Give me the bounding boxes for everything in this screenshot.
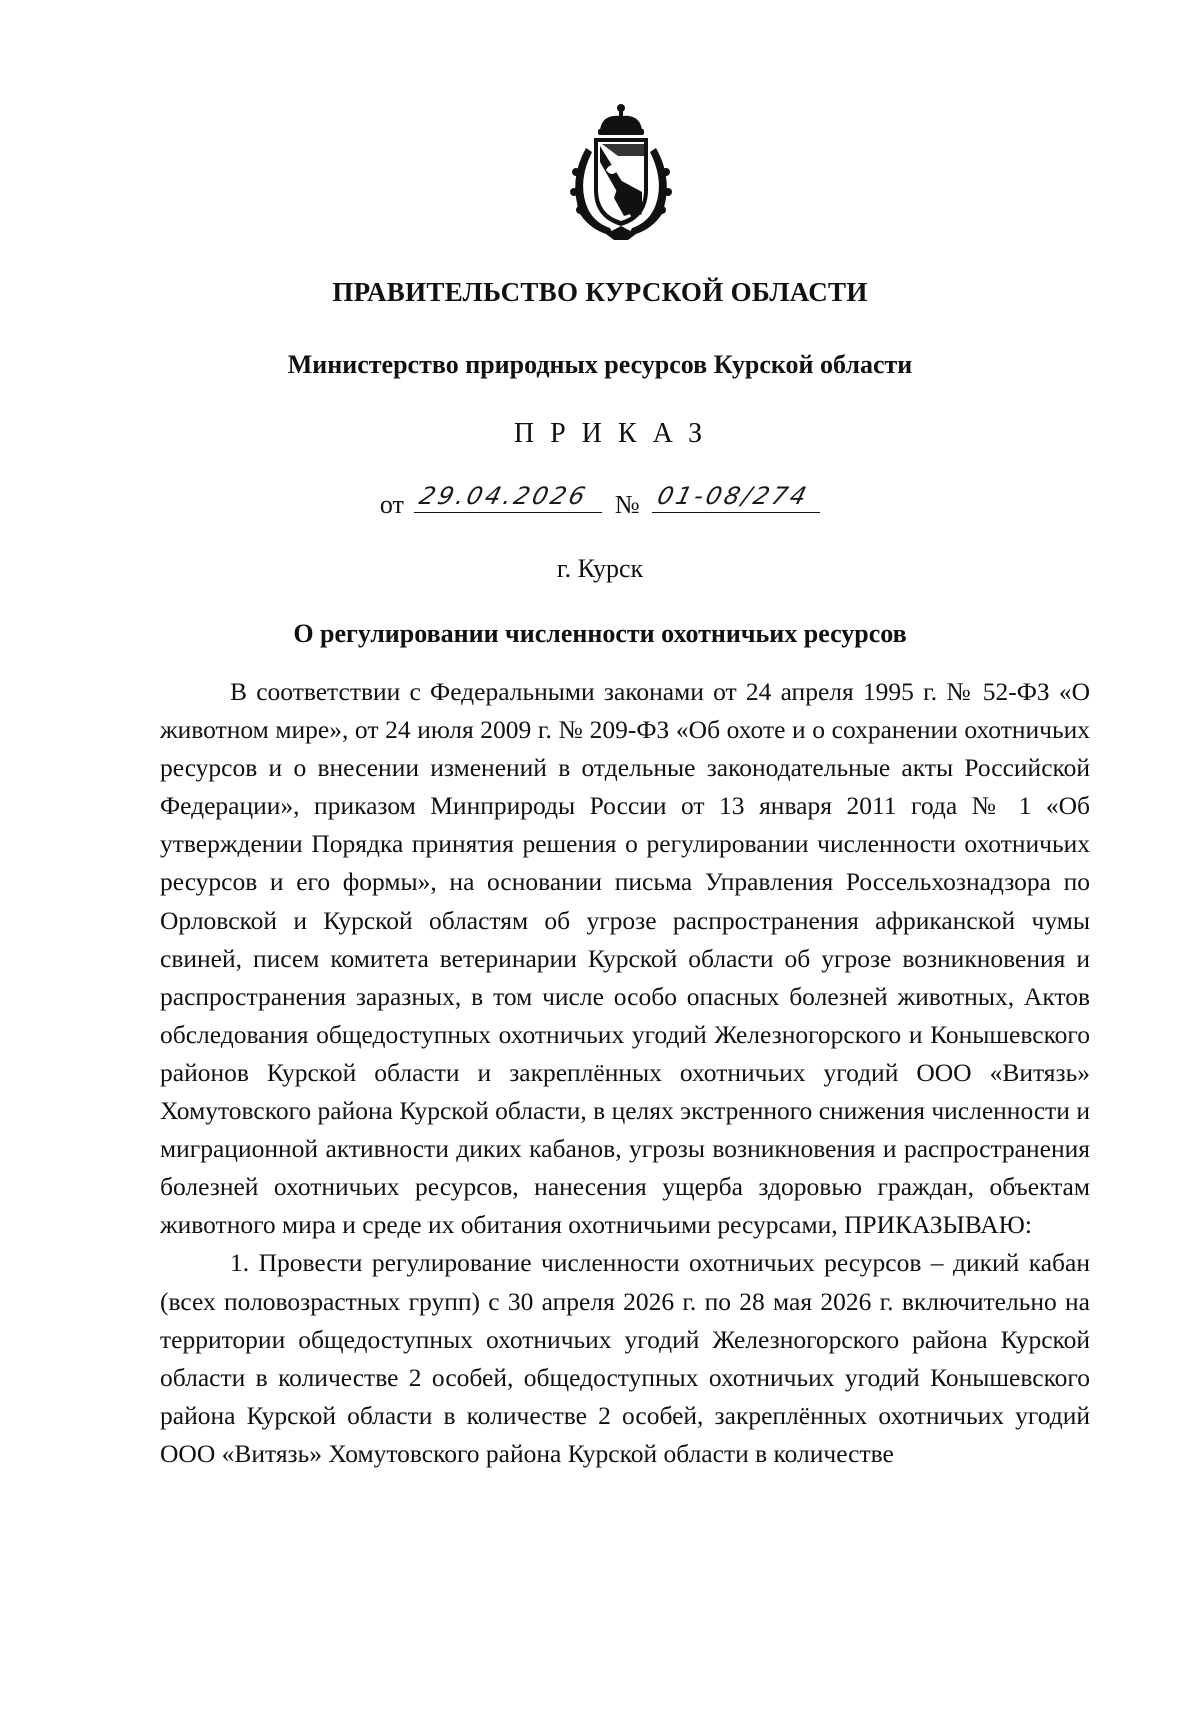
coat-of-arms-emblem bbox=[562, 100, 680, 240]
number-field bbox=[652, 484, 820, 513]
order-subject: О регулировании численности охотничьих ресурсов bbox=[293, 619, 907, 648]
item-1-paragraph: 1. Провести регулирование численности охотничьих ресурсов – дикий кабан (всех половозрастных групп) с 30 апреля 2026 г. по 28 мая 2026 г. включительно на территории общедоступных охотничьих угодий Железногорского района Курской области в количестве 2 особей, общедоступных охотничьих угодий Конышевского района Курской области в количестве 2 особей, закреплённых охотничьих угодий ООО «Витязь» Хомутовского района Курской области в количестве bbox=[160, 1248, 1090, 1468]
handwritten-date: 29.04.2026 bbox=[416, 482, 592, 510]
order-date-number-line bbox=[0, 484, 1200, 520]
date-field bbox=[414, 484, 602, 513]
date-prefix: от bbox=[379, 490, 404, 519]
document-body bbox=[160, 673, 1090, 1473]
preamble-paragraph: В соответствии с Федеральными законами от 24 апреля 1995 г. № 52-ФЗ «О животном мире», от 24 июля 2009 г. № 209-ФЗ «Об охоте и о сохранении охотничьих ресурсов и о внесении изменений в отдельные законодательные акты Российской Федерации», приказом Минприроды России от 13 января 2011 года № 1 «Об утверждении Порядка принятия решения о регулировании численности охотничьих ресурсов и его формы», на основании письма Управления Россельхознадзора по Орловской и Курской областям об угрозе распространения африканской чумы свиней, писем комитета ветеринарии Курской области об угрозе возникновения и распространения заразных, в том числе особо опасных болезней животных, Актов обследования общедоступных охотничьих угодий Железногорского и Конышевского районов Курской области и закреплённых охотничьих угодий ООО «Витязь» Хомутовского района Курской области, в целях экстренного снижения численности и миграционной активности диких кабанов, угрозы возникновения и распространения болезней охотничьих ресурсов, нанесения ущерба здоровью граждан, объектам животного мира и среде их обитания охотничьими ресурсами, ПРИКАЗЫВАЮ: bbox=[160, 677, 1090, 1240]
ministry-name: Министерство природных ресурсов Курской области bbox=[287, 350, 913, 379]
city: г. Курск bbox=[556, 554, 644, 583]
government-name: ПРАВИТЕЛЬСТВО КУРСКОЙ ОБЛАСТИ bbox=[332, 277, 868, 307]
handwritten-number: 01-08/274 bbox=[654, 482, 813, 510]
document-type-title: ПРИКАЗ bbox=[513, 418, 719, 449]
number-prefix: № bbox=[614, 490, 640, 519]
shield-icon bbox=[594, 138, 648, 226]
crown-icon bbox=[598, 104, 644, 135]
